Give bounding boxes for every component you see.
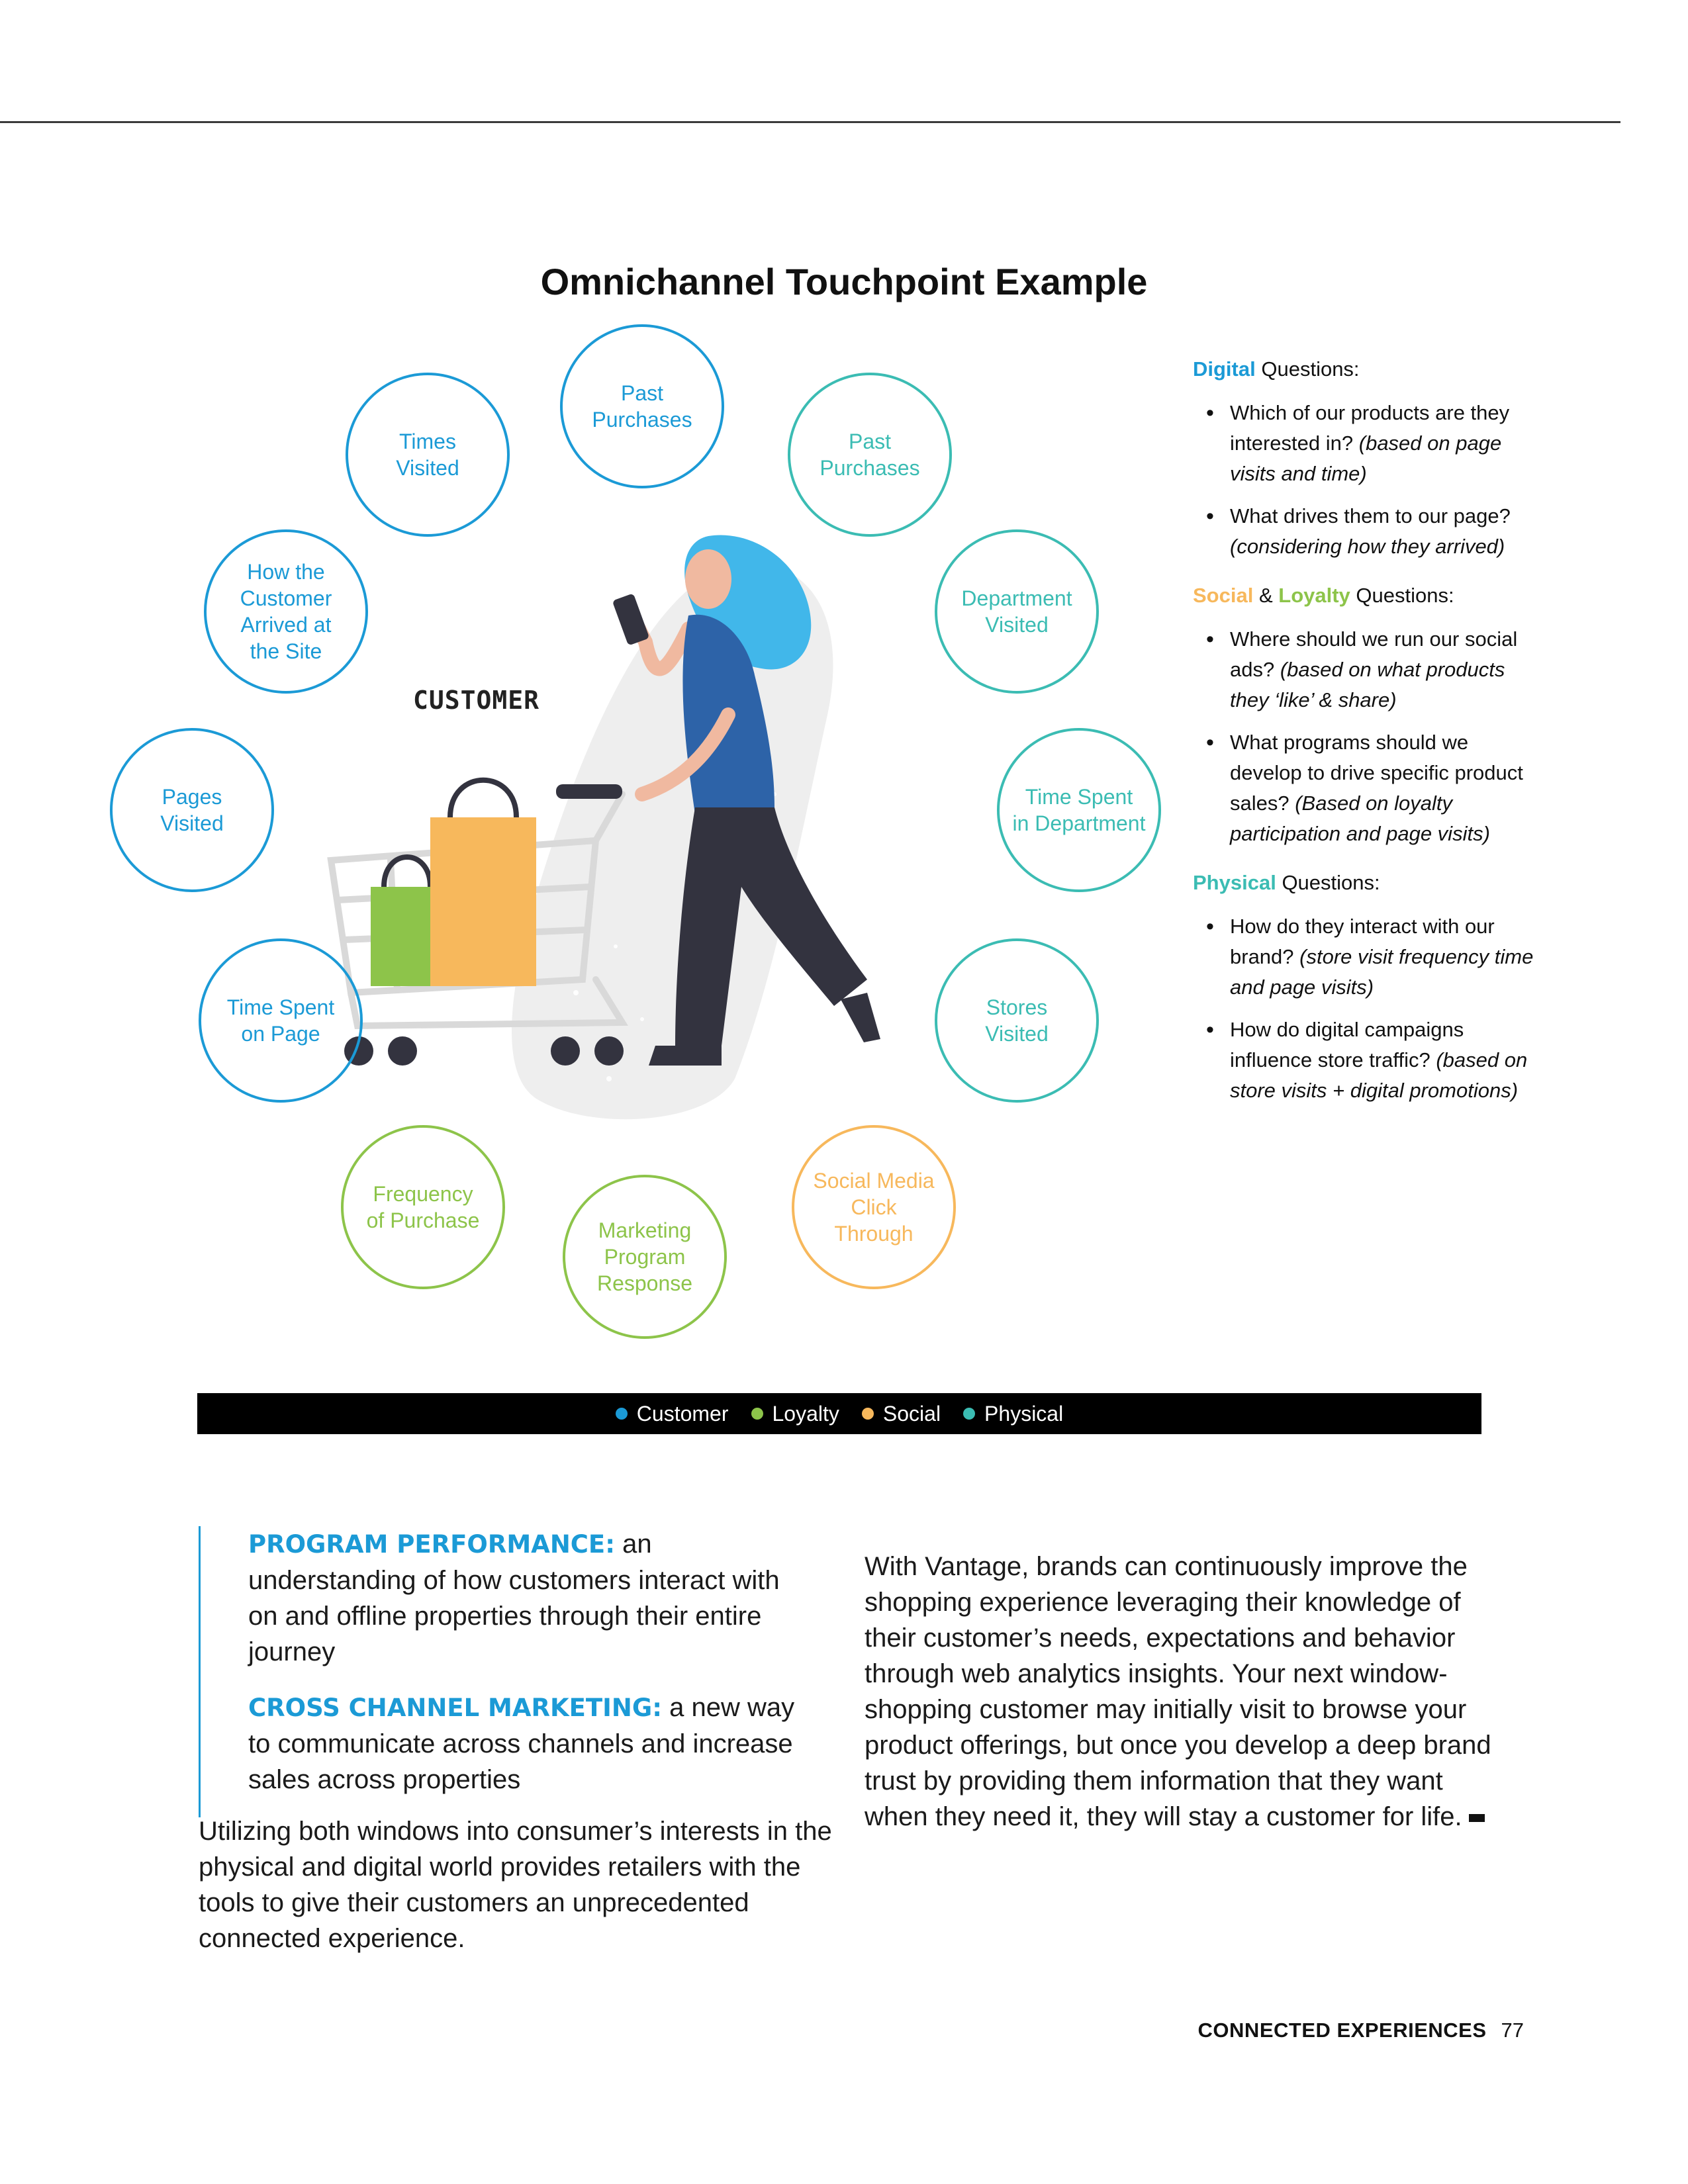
list-item xyxy=(1193,727,1537,849)
legend-label: Social xyxy=(882,1401,941,1426)
heading-suffix: Questions: xyxy=(1261,357,1360,381)
cart-handle xyxy=(556,784,622,799)
top-rule xyxy=(0,121,1620,123)
circle-line: Marketing xyxy=(598,1218,692,1242)
questions-panel xyxy=(1193,354,1537,1124)
callout-text: a new way to communicate across channels and increase sales across properties xyxy=(248,1693,795,1794)
circle-line: Visited xyxy=(396,456,459,480)
legend-bar xyxy=(197,1393,1481,1434)
touchpoint-time-in-department xyxy=(997,728,1161,892)
list-item xyxy=(1193,1015,1537,1106)
circle-line: Visited xyxy=(985,1022,1049,1046)
question-text: Where should we run our social ads? xyxy=(1230,627,1518,681)
list-item xyxy=(1193,911,1537,1003)
circle-line: Department xyxy=(961,586,1072,610)
circle-line: Pages xyxy=(162,785,222,809)
face xyxy=(685,549,731,609)
callout-keyword: PROGRAM PERFORMANCE: xyxy=(248,1530,616,1559)
question-text: How do digital campaigns influence store traffic? xyxy=(1230,1018,1464,1071)
circle-line: Stores xyxy=(986,995,1048,1019)
callout-item-program-performance xyxy=(248,1526,814,1670)
touchpoint-pages-visited xyxy=(110,728,274,892)
callout-item-cross-channel xyxy=(248,1690,814,1797)
question-text: How do they interact with our brand? xyxy=(1230,915,1495,968)
customer-label: CUSTOMER xyxy=(413,686,540,715)
circle-line: Purchases xyxy=(820,456,920,480)
touchpoint-past-purchases-digital xyxy=(560,324,724,488)
physical-questions-list xyxy=(1193,911,1537,1106)
circle-line: Response xyxy=(596,1271,693,1295)
touchpoint-frequency-of-purchase xyxy=(341,1125,505,1289)
heading-suffix: Questions: xyxy=(1282,871,1380,894)
question-note: (based on what products they ‘like’ & share) xyxy=(1230,658,1505,711)
circle-line: Time Spent xyxy=(1025,785,1133,809)
circle-line: Purchases xyxy=(592,408,692,432)
legend-item-social xyxy=(862,1402,941,1426)
touchpoint-social-click-through xyxy=(792,1125,956,1289)
heading-suffix: Questions: xyxy=(1356,584,1454,607)
circle-line: Visited xyxy=(985,613,1049,637)
question-note: (based on store visits + digital promotions) xyxy=(1230,1048,1528,1102)
touchpoint-how-arrived xyxy=(204,529,368,694)
legend-item-physical xyxy=(963,1402,1063,1426)
touchpoint-times-visited xyxy=(346,373,510,537)
question-note: (store visit frequency time and page visits) xyxy=(1230,945,1534,999)
circle-line: Program xyxy=(604,1245,686,1269)
circle-line: Social Media xyxy=(813,1169,935,1193)
end-mark-icon xyxy=(1469,1814,1485,1822)
footer-section: CONNECTED EXPERIENCES xyxy=(1197,2019,1487,2042)
circle-line: on Page xyxy=(241,1022,320,1046)
circle-line: Frequency xyxy=(373,1182,473,1206)
circle-line: of Purchase xyxy=(366,1208,480,1232)
physical-label: Physical xyxy=(1193,871,1276,894)
digital-questions-heading xyxy=(1193,354,1537,385)
circle-line: in Department xyxy=(1012,811,1146,835)
legend-label: Physical xyxy=(984,1401,1064,1426)
circle-line: the Site xyxy=(250,639,322,663)
circle-line: Time Spent xyxy=(226,995,335,1019)
circle-line: Past xyxy=(620,381,664,405)
circle-line: Visited xyxy=(160,811,224,835)
legs xyxy=(675,807,867,1046)
callout-keyword: CROSS CHANNEL MARKETING: xyxy=(248,1694,663,1722)
page-number: 77 xyxy=(1501,2019,1524,2042)
circle-line: How the xyxy=(247,560,325,584)
question-note: (considering how they arrived) xyxy=(1230,535,1505,558)
touchpoint-marketing-response xyxy=(563,1175,727,1339)
legend-item-loyalty xyxy=(751,1402,839,1426)
legend-dot-icon xyxy=(963,1408,975,1420)
question-text: Which of our products are they interested in? xyxy=(1230,401,1510,455)
digital-label: Digital xyxy=(1193,357,1256,381)
body-text: With Vantage, brands can continuously improve the shopping experience leveraging their knowledge of their customer’s needs, expectations and behavior through web analytics insights. Your next window-shopping customer may initially visit to browse your product offerings, but once you develop a deep brand trust by providing them information that they want when they need it, they will stay a customer for life. xyxy=(865,1552,1491,1831)
question-note: (Based on loyalty participation and page visits) xyxy=(1230,792,1490,845)
legend-dot-icon xyxy=(862,1408,874,1420)
loyalty-label: Loyalty xyxy=(1278,584,1350,607)
touchpoint-past-purchases-physical xyxy=(788,373,952,537)
circle-line: Customer xyxy=(240,586,332,610)
legend-label: Customer xyxy=(636,1401,729,1426)
question-text: What programs should we develop to drive specific product sales? xyxy=(1230,731,1523,815)
touchpoint-time-on-page xyxy=(199,938,363,1103)
question-text: What drives them to our page? xyxy=(1230,504,1511,527)
orange-bag xyxy=(430,817,536,986)
phone xyxy=(612,593,650,645)
legend-item-customer xyxy=(616,1402,729,1426)
physical-questions-heading xyxy=(1193,868,1537,898)
social-loyalty-questions-heading xyxy=(1193,580,1537,611)
page-title: Omnichannel Touchpoint Example xyxy=(540,260,1148,302)
legend-dot-icon xyxy=(616,1408,628,1420)
callout-text: an understanding of how customers interact with on and offline properties through their entire journey xyxy=(248,1529,780,1666)
circle-line: Times xyxy=(399,430,456,453)
callout-block xyxy=(199,1526,814,1817)
list-item xyxy=(1193,501,1537,562)
circle-line: Arrived at xyxy=(240,613,332,637)
body-paragraph-right xyxy=(865,1549,1493,1835)
circle-line: Click xyxy=(851,1195,897,1219)
list-item xyxy=(1193,398,1537,489)
body-paragraph-left: Utilizing both windows into consumer’s interests in the physical and digital world provides retailers with the tools to give their customers an unprecedented connected experience. xyxy=(199,1817,832,1953)
legend-label: Loyalty xyxy=(772,1401,839,1426)
legend-dot-icon xyxy=(751,1408,763,1420)
social-loyalty-questions-list xyxy=(1193,624,1537,849)
list-item xyxy=(1193,624,1537,715)
shopper-illustration xyxy=(311,516,947,1132)
question-note: (based on page visits and time) xyxy=(1230,432,1502,485)
circle-line: Past xyxy=(848,430,892,453)
shoe-right xyxy=(841,993,880,1042)
digital-questions-list xyxy=(1193,398,1537,562)
social-label: Social xyxy=(1193,584,1254,607)
shoe-left xyxy=(649,1046,722,1066)
touchpoint-department-visited xyxy=(935,529,1099,694)
page-footer xyxy=(1198,2019,1524,2042)
touchpoint-stores-visited xyxy=(935,938,1099,1103)
ampersand: & xyxy=(1258,584,1273,607)
circle-line: Through xyxy=(834,1222,914,1246)
